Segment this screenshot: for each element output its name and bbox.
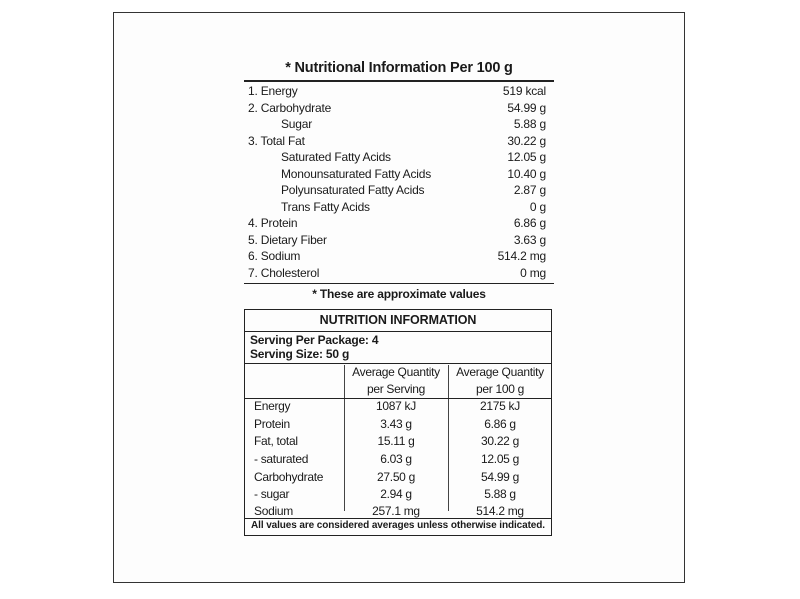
nutrient-value: 30.22 g	[507, 134, 546, 148]
per-serving-value: 6.03 g	[380, 452, 412, 466]
per-serving-value: 3.43 g	[380, 417, 412, 431]
approximate-values-note: * These are approximate values	[312, 287, 486, 301]
nutrient-row-carbohydrate	[248, 100, 546, 116]
bottom-rule	[244, 283, 554, 284]
per-serving-header-line2: per Serving	[366, 382, 426, 396]
averages-footnote: All values are considered averages unless otherwise indicated.	[251, 520, 545, 531]
nutrient-value: 2.87 g	[513, 183, 546, 197]
serving-per-package: Serving Per Package: 4	[250, 333, 379, 347]
nutrient-label: 2. Carbohydrate	[248, 101, 332, 115]
nutrient-row-monounsaturated-fatty-acids	[248, 166, 546, 182]
nutrient-label: 5. Dietary Fiber	[248, 233, 327, 247]
nutrient-value: 0 g	[529, 200, 546, 214]
nutrient-label: Monounsaturated Fatty Acids	[281, 167, 432, 181]
nutrient-value: 6.86 g	[513, 216, 546, 230]
table-row	[245, 434, 551, 451]
nutrient-value: 10.40 g	[507, 167, 546, 181]
nutrient-value: 12.05 g	[507, 150, 546, 164]
nutrient-row-energy	[248, 83, 546, 99]
nutrient-label: 4. Protein	[248, 216, 298, 230]
nutrient-value: 519 kcal	[502, 84, 546, 98]
nutrient-value: 3.63 g	[513, 233, 546, 247]
per-serving-header-line1: Average Quantity	[352, 365, 440, 379]
per-100g-value: 2175 kJ	[480, 399, 520, 413]
nutrient-name: Energy	[254, 399, 291, 413]
per-serving-value: 15.11 g	[377, 434, 415, 448]
nutrient-name: Carbohydrate	[254, 470, 324, 484]
nutrient-value: 0 mg	[520, 266, 546, 280]
nutrient-label: 1. Energy	[248, 84, 298, 98]
per-serving-value: 2.94 g	[380, 487, 412, 501]
nutrient-value: 514.2 mg	[497, 249, 546, 263]
nutrient-label: Trans Fatty Acids	[281, 200, 370, 214]
nutrient-label: 3. Total Fat	[248, 134, 305, 148]
per-100g-value: 12.05 g	[481, 452, 519, 466]
nutrient-name: - sugar	[254, 487, 290, 501]
nutrient-label: 6. Sodium	[248, 249, 301, 263]
table-row	[245, 417, 551, 434]
title-rule	[244, 80, 554, 82]
serving-size: Serving Size: 50 g	[250, 347, 350, 361]
nutrient-label: 7. Cholesterol	[248, 266, 320, 280]
nutrient-row-cholesterol	[248, 265, 546, 281]
per-100g-value: 6.86 g	[484, 417, 516, 431]
nutrient-row-total-fat	[248, 133, 546, 149]
per-100g-header-line2: per 100 g	[475, 382, 524, 396]
nutrient-row-dietary-fiber	[248, 232, 546, 248]
per-serving-value: 257.1 mg	[372, 504, 420, 518]
panel-title: NUTRITION INFORMATION	[319, 313, 477, 327]
per-100g-title: * Nutritional Information Per 100 g	[285, 60, 513, 76]
nutrient-value: 5.88 g	[513, 117, 546, 131]
nutrient-name: Sodium	[254, 504, 293, 518]
nutrient-row-saturated-fatty-acids	[248, 149, 546, 165]
per-serving-header	[344, 364, 448, 398]
per-100g-value: 30.22 g	[481, 434, 519, 448]
per-serving-value: 1087 kJ	[376, 399, 416, 413]
per-100g-header	[448, 364, 552, 398]
table-row	[245, 487, 551, 504]
panel-divider	[245, 518, 551, 519]
per-100g-value: 514.2 mg	[476, 504, 524, 518]
panel-divider	[245, 331, 551, 332]
nutrient-label: Polyunsaturated Fatty Acids	[281, 183, 425, 197]
nutrient-row-trans-fatty-acids	[248, 199, 546, 215]
nutrition-information-panel	[244, 309, 552, 536]
nutrient-row-sugar	[248, 116, 546, 132]
per-100g-value: 5.88 g	[484, 487, 516, 501]
table-row	[245, 452, 551, 469]
nutrient-row-polyunsaturated-fatty-acids	[248, 182, 546, 198]
nutrient-name: Fat, total	[254, 434, 298, 448]
per-100g-header-line1: Average Quantity	[456, 365, 544, 379]
nutrient-row-sodium	[248, 248, 546, 264]
nutrient-row-protein	[248, 215, 546, 231]
table-row	[245, 470, 551, 487]
nutrient-name: - saturated	[254, 452, 309, 466]
per-100g-value: 54.99 g	[481, 470, 519, 484]
table-row	[245, 399, 551, 416]
nutrient-name: Protein	[254, 417, 290, 431]
nutrient-label: Saturated Fatty Acids	[281, 150, 391, 164]
nutrient-value: 54.99 g	[507, 101, 546, 115]
per-serving-value: 27.50 g	[377, 470, 415, 484]
nutrient-label: Sugar	[281, 117, 313, 131]
